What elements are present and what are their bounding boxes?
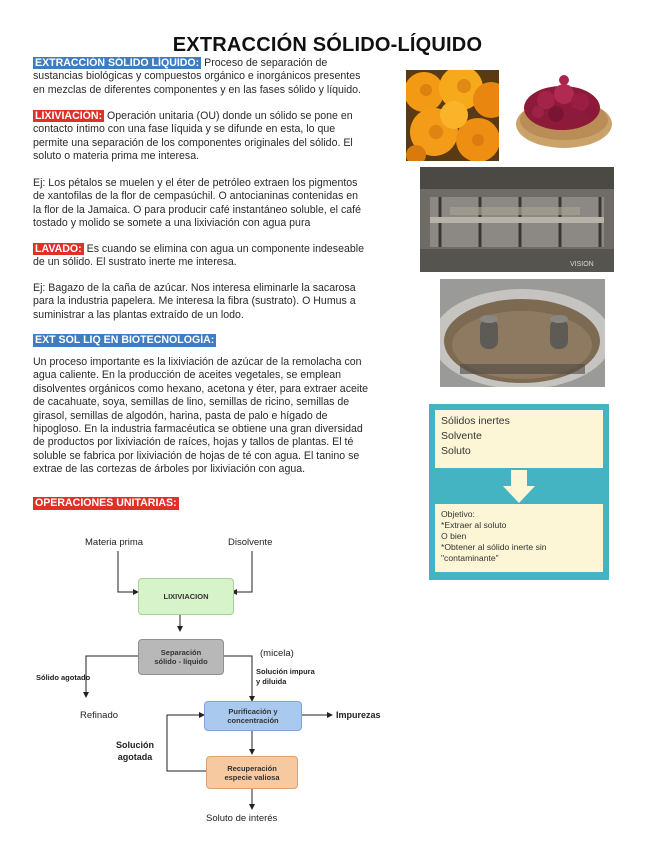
solucion-impura-label [256,667,315,687]
image-watermark: VISION [570,261,594,268]
solucion-agotada-line2: agotada [117,752,153,762]
objective-line: O bien [441,531,467,541]
biotec-line: agua caliente. En la producción de aceites vegetales, se emplean [33,369,342,382]
separacion-box-line1: Separación [160,648,202,657]
solido-agotado-label: Sólido agotado [36,673,91,682]
lavado-tag: LAVADO: [35,243,82,255]
lavado-line-1: Es cuando se elimina con agua un componente indeseable [83,243,365,255]
biotec-line: disolventes orgánicos como hexano, acetona y éter, para extraer aceite [33,382,369,395]
lixiviacion-tag: LIXIVIACIÓN: [35,110,103,122]
objective-line: *Obtener al sólido inerte sin [441,542,547,552]
component-item: Sólidos inertes [441,415,510,427]
objective-line: Objetivo: [441,509,475,519]
component-item: Soluto [441,445,471,457]
lavado-line-2: de un sólido. El sustrato inerte me interesa. [33,256,237,269]
biotec-line: Un proceso importante es la lixiviación de azúcar de la remolacha con [33,356,362,368]
lixiviacion-box [138,578,234,615]
recuperacion-box-line1: Recuperación [227,763,277,773]
lixiviacion-line-1: Operación unitaria (OU) donde un sólido se pone en [104,110,353,122]
ejemplo1-line-4: tostado y molido se somete a una lixiviación con agua pura [33,217,311,230]
biotec-line: hipogloso. En la industria farmacéutica se obtiene una gran diversidad [33,423,363,436]
lixiviacion-line-3: permite una separación de los componentes originales del sólido. El [33,136,353,149]
extraccion-line-2: sustancias biológicas y compuestos orgánico e inorgánicos presentes [33,70,361,83]
biotec-line: de cacahuate, soya, semillas de lino, semillas de ricino, semillas de [33,396,350,409]
ejemplo1-paragraph [33,177,403,231]
ejemplo1-line-1: Ej: Los pétalos se muelen y el éter de petróleo extraen los pigmentos [33,177,358,189]
process-flowchart [30,525,395,835]
materia-prima-label: Materia prima [85,537,144,548]
ejemplo2-paragraph [33,282,403,322]
lixiviacion-box-label: LIXIVIACION [163,592,209,601]
operaciones-tag: OPERACIONES UNITARIAS: [35,497,177,509]
biotec-line: extrae de las cortezas de árboles por lixiviación con agua. [33,463,306,476]
tank-photo [440,279,605,387]
purificacion-box-line1: Purificación y [228,707,278,716]
ejemplo2-line-3: suministrar a las plantas extraído de un lodo. [33,308,244,321]
extraccion-paragraph [33,57,403,97]
ejemplo2-line-1: Ej: Bagazo de la caña de azúcar. Nos interesa eliminarle la sacarosa [33,282,356,294]
impurezas-label: Impurezas [336,710,381,720]
solucion-impura-line2: y diluida [256,677,287,686]
ejemplo1-line-3: la flor de la Jamaica. O para producir café instantáneo soluble, el café [33,203,362,216]
biotec-line: girasol, semillas de algodón, harina, pasta de palo e hígado de [33,409,328,422]
down-arrow-icon [501,470,537,504]
extraccion-tag: EXTRACCIÓN SÓLIDO LÍQUIDO: [35,57,200,69]
lavado-paragraph [33,243,403,270]
solucion-impura-line1: Solución impura [256,667,315,676]
recuperacion-box [206,756,298,789]
biotec-paragraph [33,356,403,477]
separacion-box [138,639,224,675]
extraccion-line-3: en mezclas de diferentes componentes y en las fases sólido y líquido. [33,83,362,96]
page-title: EXTRACCIÓN SÓLIDO-LÍQUIDO [172,34,483,56]
purificacion-box-line2: concentración [227,716,279,725]
lixiviacion-line-2: contacto íntimo con una fase líquida y se difunde en esta, lo que [33,123,336,136]
purificacion-box [204,701,302,731]
component-item: Solvente [441,430,482,442]
biotec-line: de productos por lixiviación de raíces, hojas y tallos de plantas. El té [33,436,354,449]
lixiviacion-line-4: soluto o materia prima me interesa. [33,150,200,163]
lixiviacion-paragraph [33,110,403,164]
disolvente-label: Disolvente [228,537,273,548]
biotec-line: soluble se fabrica por lixiviación de hojas de té con agua. El tanino se [33,449,360,462]
summary-panel [429,404,609,580]
objective-line: "contaminante" [441,553,499,563]
jamaica-photo [512,68,616,156]
marigold-photo [406,70,499,161]
soluto-interes-label: Soluto de interés [206,813,278,824]
biotec-tag: EXT SOL LIQ EN BIOTECNOLOGÍA: [35,334,215,346]
micela-label: (micela) [260,648,294,659]
solucion-agotada-line1: Solución [116,740,154,750]
industrial-machine-photo [420,167,614,272]
separacion-box-line2: sólido - líquido [154,657,208,666]
recuperacion-box-line2: especie valiosa [224,772,280,782]
extraccion-line-1: Proceso de separación de [201,57,328,69]
objective-line: *Extraer al soluto [441,520,507,530]
ejemplo2-line-2: para la industria papelera. Me interesa la fibra (sustrato). O Humus a [33,295,356,308]
ejemplo1-line-2: de xantofilas de la flor de cempasúchil. O antocianinas contenidas en [33,190,359,203]
refinado-label: Refinado [80,710,119,721]
objective-box [435,504,603,572]
solucion-agotada-label [116,739,154,763]
components-box [435,410,603,468]
